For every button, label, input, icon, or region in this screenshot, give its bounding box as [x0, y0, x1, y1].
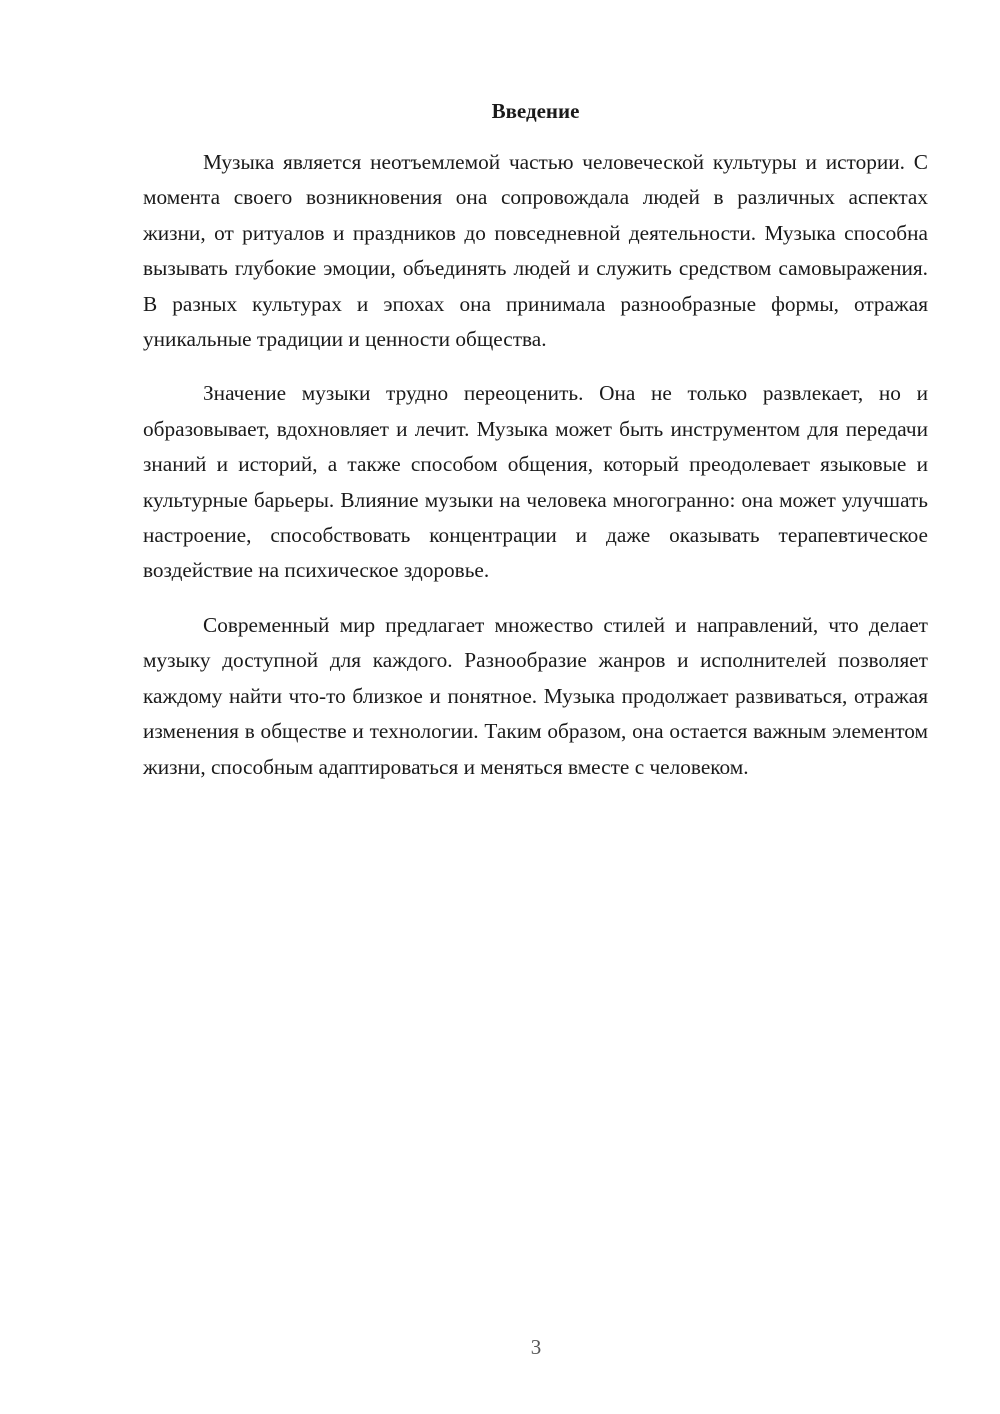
paragraph-1: Музыка является неотъемлемой частью человеческой культуры и истории. С момента своего возникновения она сопровождала людей в различных аспектах жизни, от ритуалов и праздников до повседневной деятельности. Музыка способна вызывать глубокие эмоции, объединять людей и служить средством самовыражения. В разных культурах и эпохах она принимала разнообразные формы, отражая уникальные традиции и ценности общества. [143, 150, 928, 352]
page-content [143, 96, 928, 785]
page-number: 3 [530, 1335, 542, 1359]
section-heading: Введение [491, 99, 580, 123]
paragraph-2: Значение музыки трудно переоценить. Она не только развлекает, но и образовывает, вдохновляет и лечит. Музыка может быть инструментом для передачи знаний и историй, а также способом общения, который преодолевает языковые и культурные барьеры. Влияние музыки на человека многогранно: она может улучшать настроение, способствовать концентрации и даже оказывать терапевтическое воздействие на психическое здоровье. [143, 381, 928, 583]
paragraph-3: Современный мир предлагает множество стилей и направлений, что делает музыку доступной для каждого. Разнообразие жанров и исполнителей позволяет каждому найти что-то близкое и понятное. Музыка продолжает развиваться, отражая изменения в обществе и технологии. Таким образом, она остается важным элементом жизни, способным адаптироваться и меняться вместе с человеком. [143, 612, 928, 779]
